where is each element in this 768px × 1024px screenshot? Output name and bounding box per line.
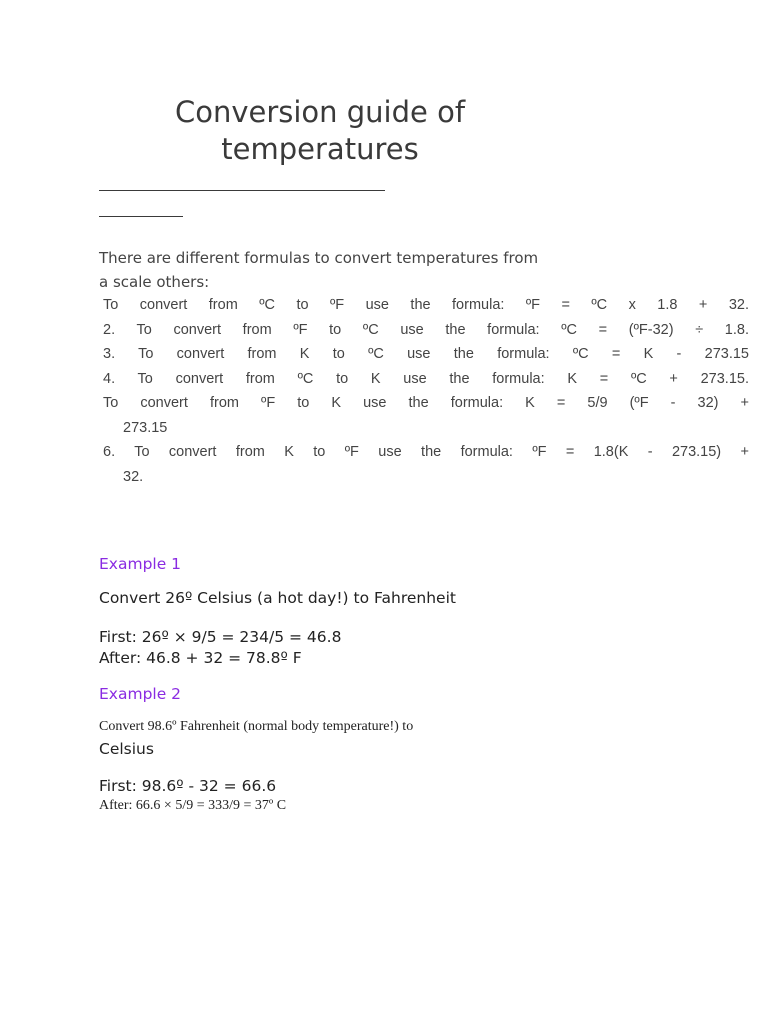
example-2-problem-line-2: Celsius: [99, 740, 154, 758]
title-line-2: temperatures: [221, 132, 419, 166]
divider-line: [99, 190, 385, 191]
example-1-heading: Example 1: [99, 555, 182, 573]
page-title: [140, 94, 500, 168]
formula-item-6: 6. To convert from K to ºF use the formula: ºF = 1.8(K - 273.15) +: [103, 444, 749, 460]
example-2-problem-line-1: Convert 98.6º Fahrenheit (normal body temperature!) to: [99, 719, 414, 734]
example-2-after-step: After: 66.6 × 5/9 = 333/9 = 37º C: [99, 798, 287, 813]
example-2-heading: Example 2: [99, 685, 182, 703]
example-1-steps: [99, 627, 341, 669]
formula-item-2: 2. To convert from ºF to ºC use the formula: ºC = (ºF-32) ÷ 1.8.: [103, 321, 749, 338]
example-2-first-step: First: 98.6º - 32 = 66.6: [99, 777, 277, 795]
divider-line-short: [99, 216, 183, 217]
formula-list: [103, 293, 749, 489]
intro-paragraph: [99, 246, 569, 294]
title-line-1: Conversion guide of: [174, 95, 466, 129]
example-1-first-step: First: 26º × 9/5 = 234/5 = 46.8: [99, 628, 342, 646]
intro-line-1: There are different formulas to convert temperatures from: [99, 249, 539, 267]
formula-item-5: To convert from ºF to K use the formula: K = 5/9 (ºF - 32) +: [103, 395, 749, 411]
formula-item-3: 3. To convert from K to ºC use the formula: ºC = K - 273.15: [103, 346, 749, 362]
example-1-after-step: After: 46.8 + 32 = 78.8º F: [99, 649, 302, 667]
formula-item-5-continued: 273.15: [123, 419, 168, 436]
formula-item-4: 4. To convert from ºC to K use the formula: K = ºC + 273.15.: [103, 370, 749, 387]
intro-line-2: a scale others:: [99, 273, 210, 291]
formula-item-6-continued: 32.: [123, 468, 144, 485]
formula-item-1: To convert from ºC to ºF use the formula: ºF = ºC x 1.8 + 32.: [103, 297, 749, 313]
example-1-problem: Convert 26º Celsius (a hot day!) to Fahrenheit: [99, 589, 456, 607]
